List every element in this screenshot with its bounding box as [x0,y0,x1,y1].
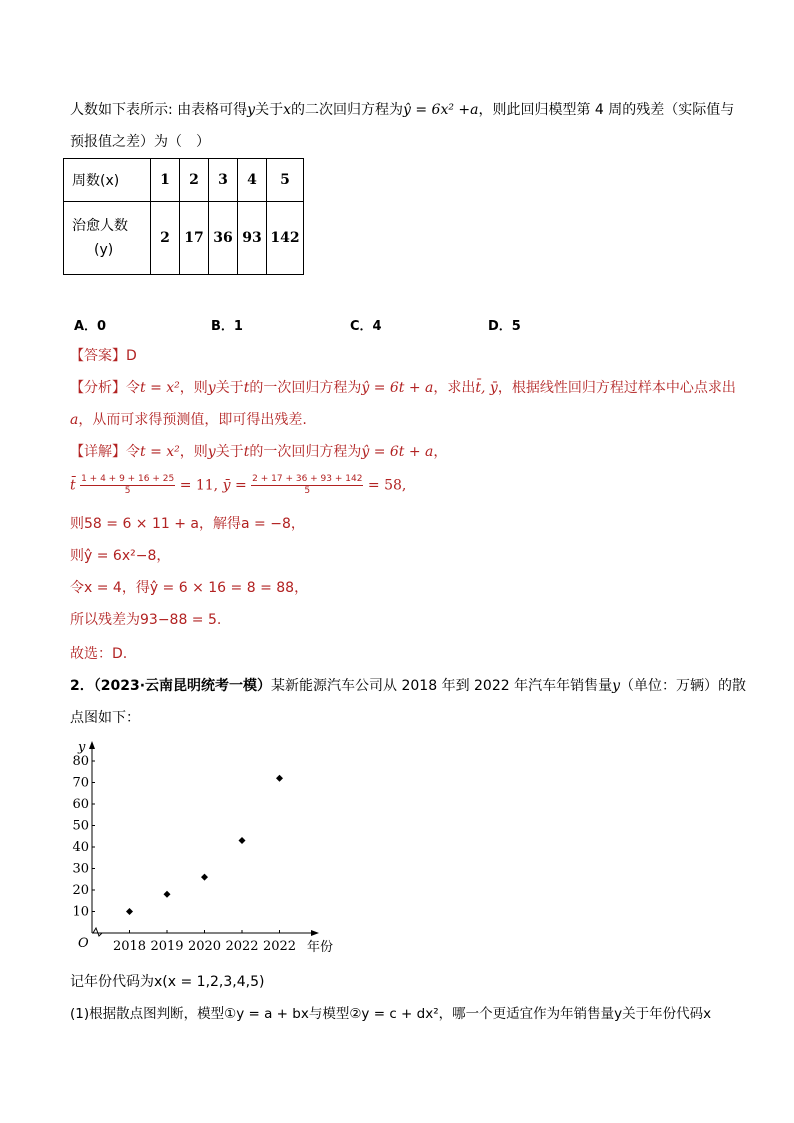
data-point [201,874,208,881]
table-row [64,202,304,275]
q2-part1: (1)根据散点图判断，模型①y = a + bx与模型②y = c + dx²，哪一个更适宜作为年销售量y关于年份代码x [70,1006,712,1022]
q2-line2: 点图如下： [70,710,140,726]
table-row [64,159,304,202]
fraction-t: $\frac{1 + 4 + 9 + 16 + 25}{5}$ [81,474,175,496]
choice-d: D．5 [488,319,521,334]
detail-line6: 所以残差为93−88 = 5. [70,612,222,628]
y-tick-label: 40 [72,840,89,855]
table-header-label: 周数(x) [64,159,151,202]
table-cell: 36 [209,202,238,275]
table-cell: 1 [151,159,180,202]
x-axis-label: 年份 [307,940,334,955]
analysis-line2: a，从而可求得预测值，即可得出残差. [70,412,307,428]
detail-line7: 故选：D. [70,646,128,662]
analysis-line1: 【分析】令t = x²，则y关于t的一次回归方程为ŷ = 6t + a，求出t̄, ȳ，根据线性回归方程过样本中心点求出 [70,380,736,396]
y-tick-label: 20 [72,883,89,898]
x-tick-label: 2022 [262,939,297,954]
y-tick-label: 60 [72,797,89,812]
axis-break-mark [93,928,102,936]
detail-line4: 则ŷ = 6x²−8， [70,548,171,564]
data-point [164,891,171,898]
q1-intro-line1: 人数如下表所示: 由表格可得y关于x的二次回归方程为ŷ = 6x² +a，则此回归模型第 4 周的残差（实际值与 [70,102,735,118]
detail-line3: 则58 = 6 × 11 + a，解得a = −8， [70,516,305,532]
y-axis-label: y [78,740,86,755]
table-cell: 5 [267,159,304,202]
x-axis-arrow [311,930,319,936]
q1-intro-line2: 预报值之差）为（ ） [70,134,210,150]
table-cell: 142 [267,202,304,275]
detail-line5: 令x = 4，得ŷ = 6 × 16 = 8 = 88， [70,580,309,596]
x-tick-label: 2022 [225,939,259,954]
data-point [239,837,246,844]
y-tick-label: 10 [72,904,89,920]
choice-b: B．1 [211,319,243,334]
fraction-y: $\frac{2 + 17 + 36 + 93 + 142}{5}$ [252,474,363,496]
choice-c: C．4 [350,319,382,334]
table-cell: 17 [180,202,209,275]
detail-line1: 【详解】令t = x²，则y关于t的一次回归方程为ŷ = 6t + a， [70,444,448,460]
data-point [126,908,133,915]
x-tick-label: 2020 [187,939,222,954]
x-tick-label: 2018 [112,939,147,954]
y-axis-arrow [89,741,95,749]
origin-label: O [78,936,89,951]
x-tick-label: 2019 [150,939,184,954]
data-point [276,775,283,782]
table-row-label: 治愈人数 (y) [64,202,151,275]
regression-equation: ŷ = 6x² +a [403,102,479,118]
table-cell: 4 [238,159,267,202]
y-tick-label: 70 [72,775,89,791]
y-tick-label: 30 [72,861,89,877]
q2-after-chart: 记年份代码为x(x = 1,2,3,4,5) [70,974,265,990]
choice-a: A．0 [74,319,107,334]
answer-label: 【答案】D [70,348,137,364]
detail-line2: t̄ $\frac{1 + 4 + 9 + 16 + 25}{5}$ = 11, ȳ = $\frac{2 + 17 + 36 + 93 + 142}{5}$ = 58, [70,474,407,496]
table-cell: 2 [180,159,209,202]
data-table [63,158,304,275]
y-tick-label: 50 [72,818,89,834]
table-cell: 93 [238,202,267,275]
q2-line1: 2．（2023·云南昆明统考一模）某新能源汽车公司从 2018 年到 2022 年汽车年销售量y（单位：万辆）的散 [70,678,747,694]
table-cell: 2 [151,202,180,275]
table-cell: 3 [209,159,238,202]
scatter-chart [55,735,355,960]
y-tick-label: 80 [72,754,89,769]
